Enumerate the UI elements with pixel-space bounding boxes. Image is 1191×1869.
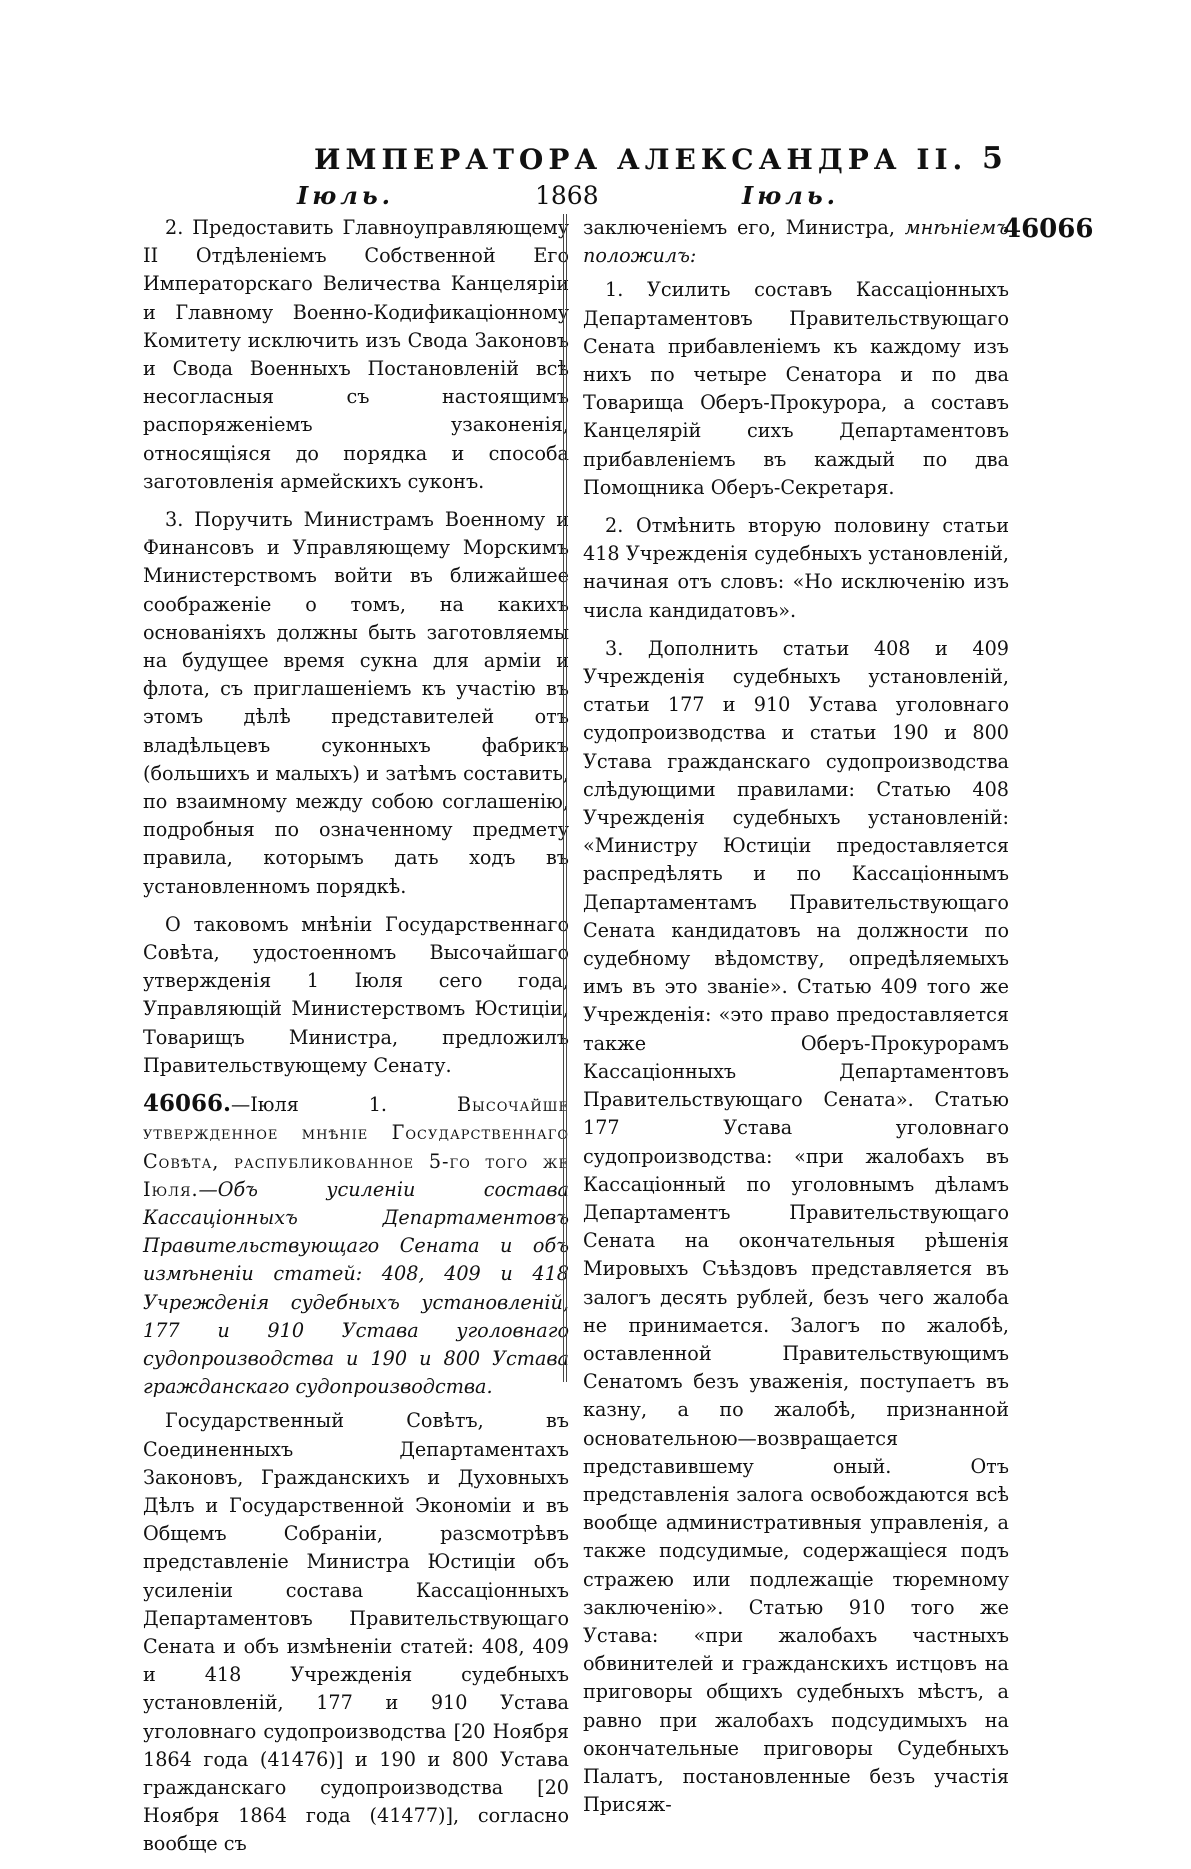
left-column <box>143 214 569 1869</box>
date-line <box>0 181 1191 211</box>
paragraph-3: 3. Поручить Министрамъ Военному и Финансовъ и Управляющему Морскимъ Министерствомъ войти въ ближайшее соображеніе о томъ, на какихъ основаніяхъ должны быть заготовляемы на будущее время сукна для арміи и флота, съ приглашеніемъ къ участію въ этомъ дѣлѣ представителей отъ владѣльцевъ суконныхъ фабрикъ (большихъ и малыхъ) и затѣмъ составить, по взаимному между собою соглашенію, подробныя по означенному предмету правила, которымъ дать ходъ въ установленномъ порядкѣ. <box>143 508 569 898</box>
law-title: —Объ усиленіи состава Кассаціонныхъ Департаментовъ Правительствующаго Сената и объ измѣненіи статей: 408, 409 и 418 Учрежденія судебныхъ установленій, 177 и 910 Устава уголовнаго судопроизводства и 190 и 800 Устава гражданскаго судопроизводства. <box>143 1177 569 1399</box>
law-date: —Іюля 1. <box>231 1093 388 1117</box>
margin-law-number: 46066 <box>1003 214 1094 244</box>
law-heading-block <box>143 1090 569 1401</box>
month-right: Іюль. <box>742 181 840 210</box>
year: 1868 <box>535 181 599 210</box>
page-header <box>0 143 1191 183</box>
column-divider <box>563 214 567 1382</box>
law-number: 46066. <box>143 1090 232 1118</box>
right-column <box>583 214 1009 1829</box>
resolution-3: 3. Дополнить статьи 408 и 409 Учрежденія судебныхъ установленій, статьи 177 и 910 Устава уголовнаго судопроизводства и статьи 190 и 800 Устава гражданскаго судопроизводства слѣдующими правилами: Статью 408 Учрежденія судебныхъ установленій: «Министру Юстиціи предоставляется распредѣлять и по Кассаціоннымъ Департаментамъ Правительствующаго Сената кандидатовъ на должности по судебному вѣдомству, опредѣляемыхъ имъ въ это званіе». Статью 409 того же Учрежденія: «это право предоставляется также Оберъ-Прокурорамъ Кассаціонныхъ Департаментовъ Правительствующаго Сената». Статью 177 Устава уголовнаго судопроизводства: «при жалобахъ въ Кассаціонный по уголовнымъ дѣламъ Департаментъ Правительствующаго Сената на окончательныя рѣшенія Мировыхъ Съѣздовъ представляется въ залогъ десять рублей, безъ чего жалоба не принимается. Залогъ по жалобѣ, оставленной Правительствующимъ Сенатомъ безъ уваженія, поступаетъ въ казну, а по жалобѣ, признанной основательною—возвращается представившему оный. Отъ представленія залога освобождаются всѣ вообще административныя управленія, а также подсудимые, содержащіеся подъ стражею или подлежащіе тюремному заключенію». Статью 910 того же Устава: «при жалобахъ частныхъ обвинителей и гражданскихъ истцовъ на приговоры общихъ судебныхъ мѣстъ, а равно при жалобахъ подсудимыхъ на окончательные приговоры Судебныхъ Палатъ, постановленные безъ участія Присяж- <box>583 636 1009 1817</box>
council-paragraph: Государственный Совѣтъ, въ Соединенныхъ Департаментахъ Законовъ, Гражданскихъ и Духовныхъ Дѣлъ и Государственной Экономіи и въ Общемъ Собраніи, разсмотрѣвъ представленіе Министра Юстиціи объ усиленіи состава Кассаціонныхъ Департаментовъ Правительствующаго Сената и объ измѣненіи статей: 408, 409 и 418 Учрежденія судебныхъ установленій, 177 и 910 Устава уголовнаго судопроизводства [20 Ноября 1864 года (41476)] и 190 и 800 Устава гражданскаго судопроизводства [20 Ноября 1864 года (41477)], согласно вообще съ <box>143 1409 569 1856</box>
resolution-1: 1. Усилить составъ Кассаціонныхъ Департаментовъ Правительствующаго Сената прибавленіемъ къ каждому изъ нихъ по четыре Сенатора и по два Товарища Оберъ-Прокурора, а составъ Канцелярій сихъ Департаментовъ прибавленіемъ въ каждый по два Помощника Оберъ-Секретаря. <box>583 278 1009 499</box>
law-heading: Высочайше утвержденное мнѣніе Государственнаго Совѣта, распубликованное 5-го того же Іюля. <box>143 1093 569 1201</box>
right-intro-plain: заключеніемъ его, Министра, <box>583 216 895 239</box>
right-intro-italic: мнѣніемъ положилъ: <box>583 216 1009 268</box>
running-title: ИМПЕРАТОРА АЛЕКСАНДРА II. <box>314 143 968 176</box>
paragraph-2: 2. Предоставить Главноуправляющему II Отдѣленіемъ Собственной Его Императорскаго Величества Канцеляріи и Главному Военно-Кодификаціонному Комитету исключить изъ Свода Законовъ и Свода Военныхъ Постановленій всѣ несогласныя съ настоящимъ распоряженіемъ узаконенія, относящіяся до порядка и способа заготовленія армейскихъ суконъ. <box>143 216 569 493</box>
right-intro <box>583 214 1009 270</box>
resolution-2: 2. Отмѣнить вторую половину статьи 418 Учрежденія судебныхъ установленій, начиная отъ словъ: «Но исключенію изъ числа кандидатовъ». <box>583 514 1009 622</box>
council-opinion-note: О таковомъ мнѣніи Государственнаго Совѣта, удостоенномъ Высочайшаго утвержденія 1 Іюля сего года, Управляющій Министерствомъ Юстиціи, Товарищъ Министра, предложилъ Правительствующему Сенату. <box>143 912 569 1077</box>
page-number: 5 <box>982 141 1003 176</box>
month-left: Іюль. <box>297 181 395 210</box>
